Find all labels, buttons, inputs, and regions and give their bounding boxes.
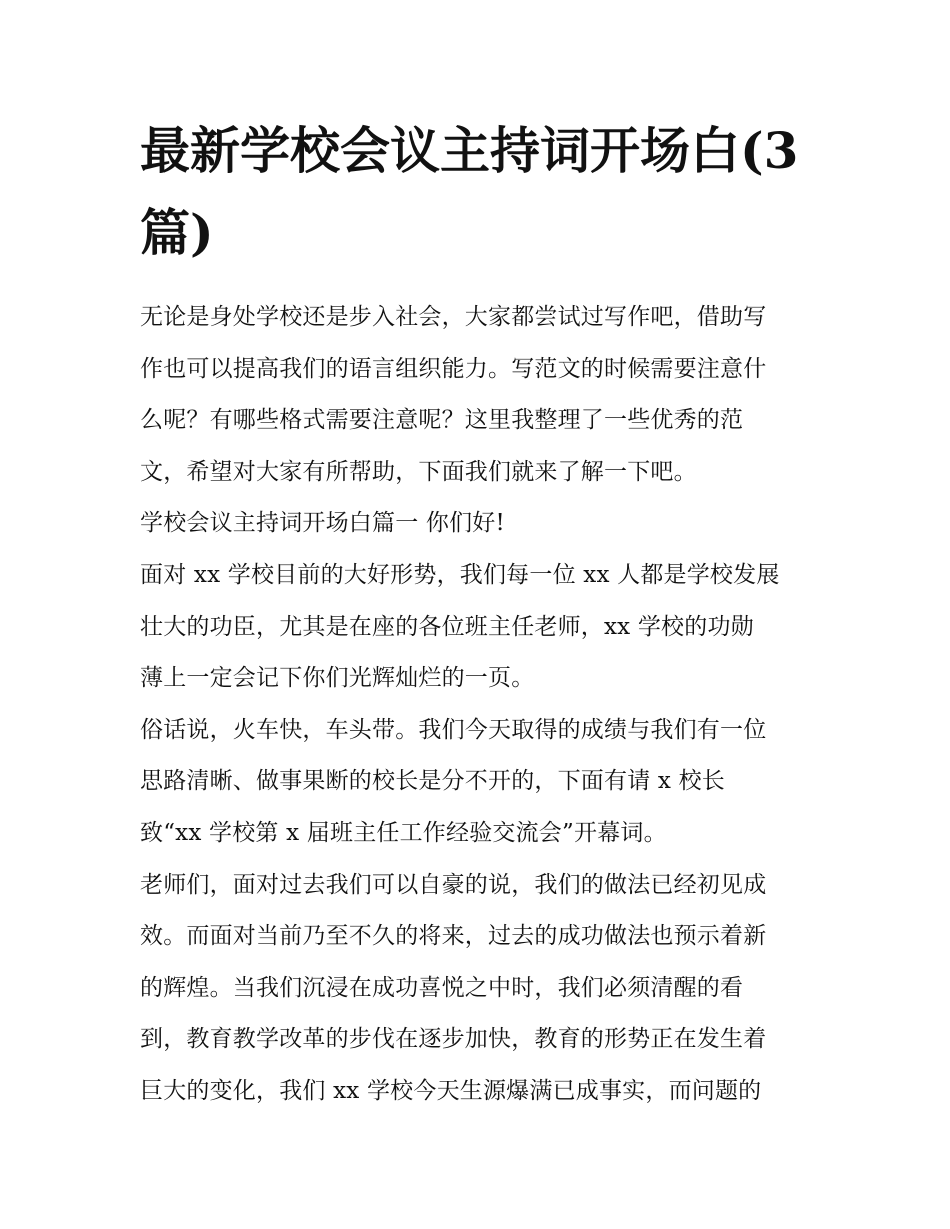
paragraph-line: 的辉煌。当我们沉浸在成功喜悦之中时，我们必须清醒的看 — [140, 974, 744, 1001]
paragraph-line: 壮大的功臣，尤其是在座的各位班主任老师，xx 学校的功勋 — [140, 613, 754, 640]
body-paragraph — [140, 860, 820, 1118]
document-page — [140, 110, 820, 1118]
intro-paragraph — [140, 292, 820, 498]
paragraph-line: 薄上一定会记下你们光辉灿烂的一页。 — [140, 665, 535, 692]
paragraph-line: 面对 xx 学校目前的大好形势，我们每一位 xx 人都是学校发展 — [140, 561, 780, 588]
paragraph-line: 学校会议主持词开场白篇一 你们好! — [140, 510, 505, 537]
paragraph-line: 到，教育教学改革的步伐在逐步加快，教育的形势正在发生着 — [140, 1026, 767, 1053]
section-heading-paragraph — [140, 498, 820, 550]
paragraph-line: 文，希望对大家有所帮助，下面我们就来了解一下吧。 — [140, 458, 697, 485]
paragraph-line: 致“xx 学校第 x 届班主任工作经验交流会”开幕词。 — [140, 819, 667, 846]
paragraph-line: 么呢？有哪些格式需要注意呢？这里我整理了一些优秀的范 — [140, 407, 744, 434]
paragraph-line: 巨大的变化，我们 xx 学校今天生源爆满已成事实，而问题的 — [140, 1077, 762, 1104]
title-line: 篇) — [140, 203, 214, 262]
title-line: 最新学校会议主持词开场白(3 — [140, 121, 799, 180]
body-paragraph — [140, 705, 820, 860]
paragraph-line: 作也可以提高我们的语言组织能力。写范文的时候需要注意什 — [140, 355, 767, 382]
paragraph-line: 无论是身处学校还是步入社会，大家都尝试过写作吧，借助写 — [140, 304, 767, 330]
paragraph-line: 老师们，面对过去我们可以自豪的说，我们的做法已经初见成 — [140, 871, 767, 898]
body-paragraph — [140, 550, 820, 705]
paragraph-line: 思路清晰、做事果断的校长是分不开的，下面有请 x 校长 — [140, 768, 725, 795]
document-title — [140, 110, 820, 274]
paragraph-line: 俗话说，火车快，车头带。我们今天取得的成绩与我们有一位 — [140, 716, 767, 743]
paragraph-line: 效。而面对当前乃至不久的将来，过去的成功做法也预示着新 — [140, 923, 767, 950]
